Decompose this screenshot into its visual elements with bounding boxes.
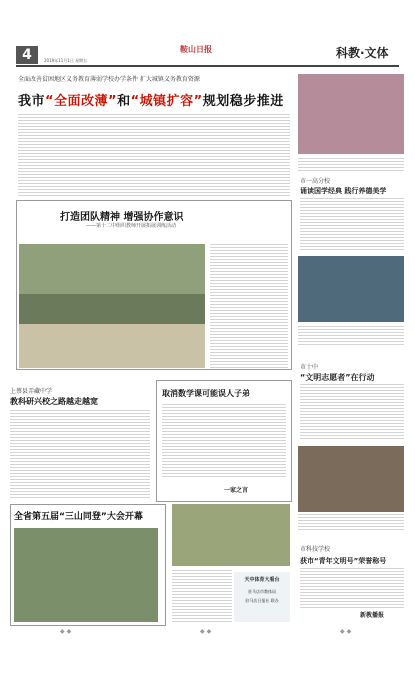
bottom-article-title: 全省第五届“三山同登”大会开幕	[14, 512, 143, 522]
feature-title: 打造团队精神 增强协作意识	[60, 212, 184, 223]
story2-title: “文明志愿者”在行动	[300, 373, 375, 382]
feature-subtitle: ——第十二中组织教师开展拓展训练活动	[86, 223, 177, 229]
lead-kicker: 全面改善贫困地区义务教育薄弱学校办学条件 扩大城镇义务教育资源	[18, 76, 200, 83]
article-a-kicker: 上蔡县弄藏中学	[10, 388, 53, 395]
lead-headline-part: 和	[117, 94, 131, 109]
masthead: 鞍山日报	[180, 45, 212, 54]
story1-kicker: 市一高分校	[300, 178, 331, 185]
sports-line-3: 驻马店日报社 联办	[245, 598, 279, 603]
footer-ornament-center: ◆◆	[200, 628, 214, 635]
right-top-caption	[298, 158, 404, 172]
story1-body	[300, 198, 404, 252]
page-number: 4	[16, 46, 38, 64]
volunteer-caption	[298, 514, 404, 532]
section-title: 科教·文体	[336, 46, 389, 60]
story3-title: 获市“青年文明号”荣誉称号	[300, 557, 387, 565]
story2-body	[300, 384, 404, 440]
classroom-photo	[298, 256, 404, 322]
column-body	[162, 404, 286, 478]
sports-line-1: 天中体育大看台	[244, 577, 280, 583]
lead-headline-part: 我市	[18, 94, 46, 109]
corner-logo: 新教播报	[360, 612, 385, 619]
footer-ornament-left: ◆◆	[60, 628, 74, 635]
hillside	[19, 244, 205, 294]
volunteer-photo	[298, 446, 404, 512]
footer-ornament-right: ◆◆	[340, 628, 354, 635]
column-footer: 一家之言	[224, 487, 249, 494]
story3-body	[300, 568, 404, 608]
story1-title: 诵读国学经典 践行养德美学	[300, 187, 387, 195]
ground	[19, 324, 205, 368]
lead-headline-part: “城镇扩容”	[130, 94, 203, 109]
date-line: 2019年11月1日 星期五	[44, 58, 88, 63]
sports-line-2: 驻马店市教体局	[248, 589, 276, 594]
article-a-body	[10, 410, 150, 498]
mountain-climb-photo	[14, 528, 158, 622]
sports-box	[234, 572, 290, 622]
feature-body	[210, 244, 288, 368]
team-training-photo	[19, 244, 205, 368]
header-rule	[16, 65, 399, 67]
article-a-title: 教科研兴校之路越走越宽	[10, 397, 98, 406]
hiking-group-photo	[172, 504, 290, 566]
lead-headline-part: 规划稳步推进	[202, 94, 284, 109]
right-top-photo	[298, 74, 404, 154]
bottom-article-body	[172, 570, 232, 622]
lead-headline	[18, 90, 284, 109]
classroom-caption	[298, 326, 404, 346]
column-title: 取消数学课可能误人子弟	[162, 389, 250, 398]
story3-kicker: 市科技学校	[300, 546, 331, 553]
lead-body	[18, 114, 290, 196]
story2-kicker: 市十中	[300, 364, 319, 371]
lead-headline-part: “全面改薄”	[45, 94, 118, 109]
